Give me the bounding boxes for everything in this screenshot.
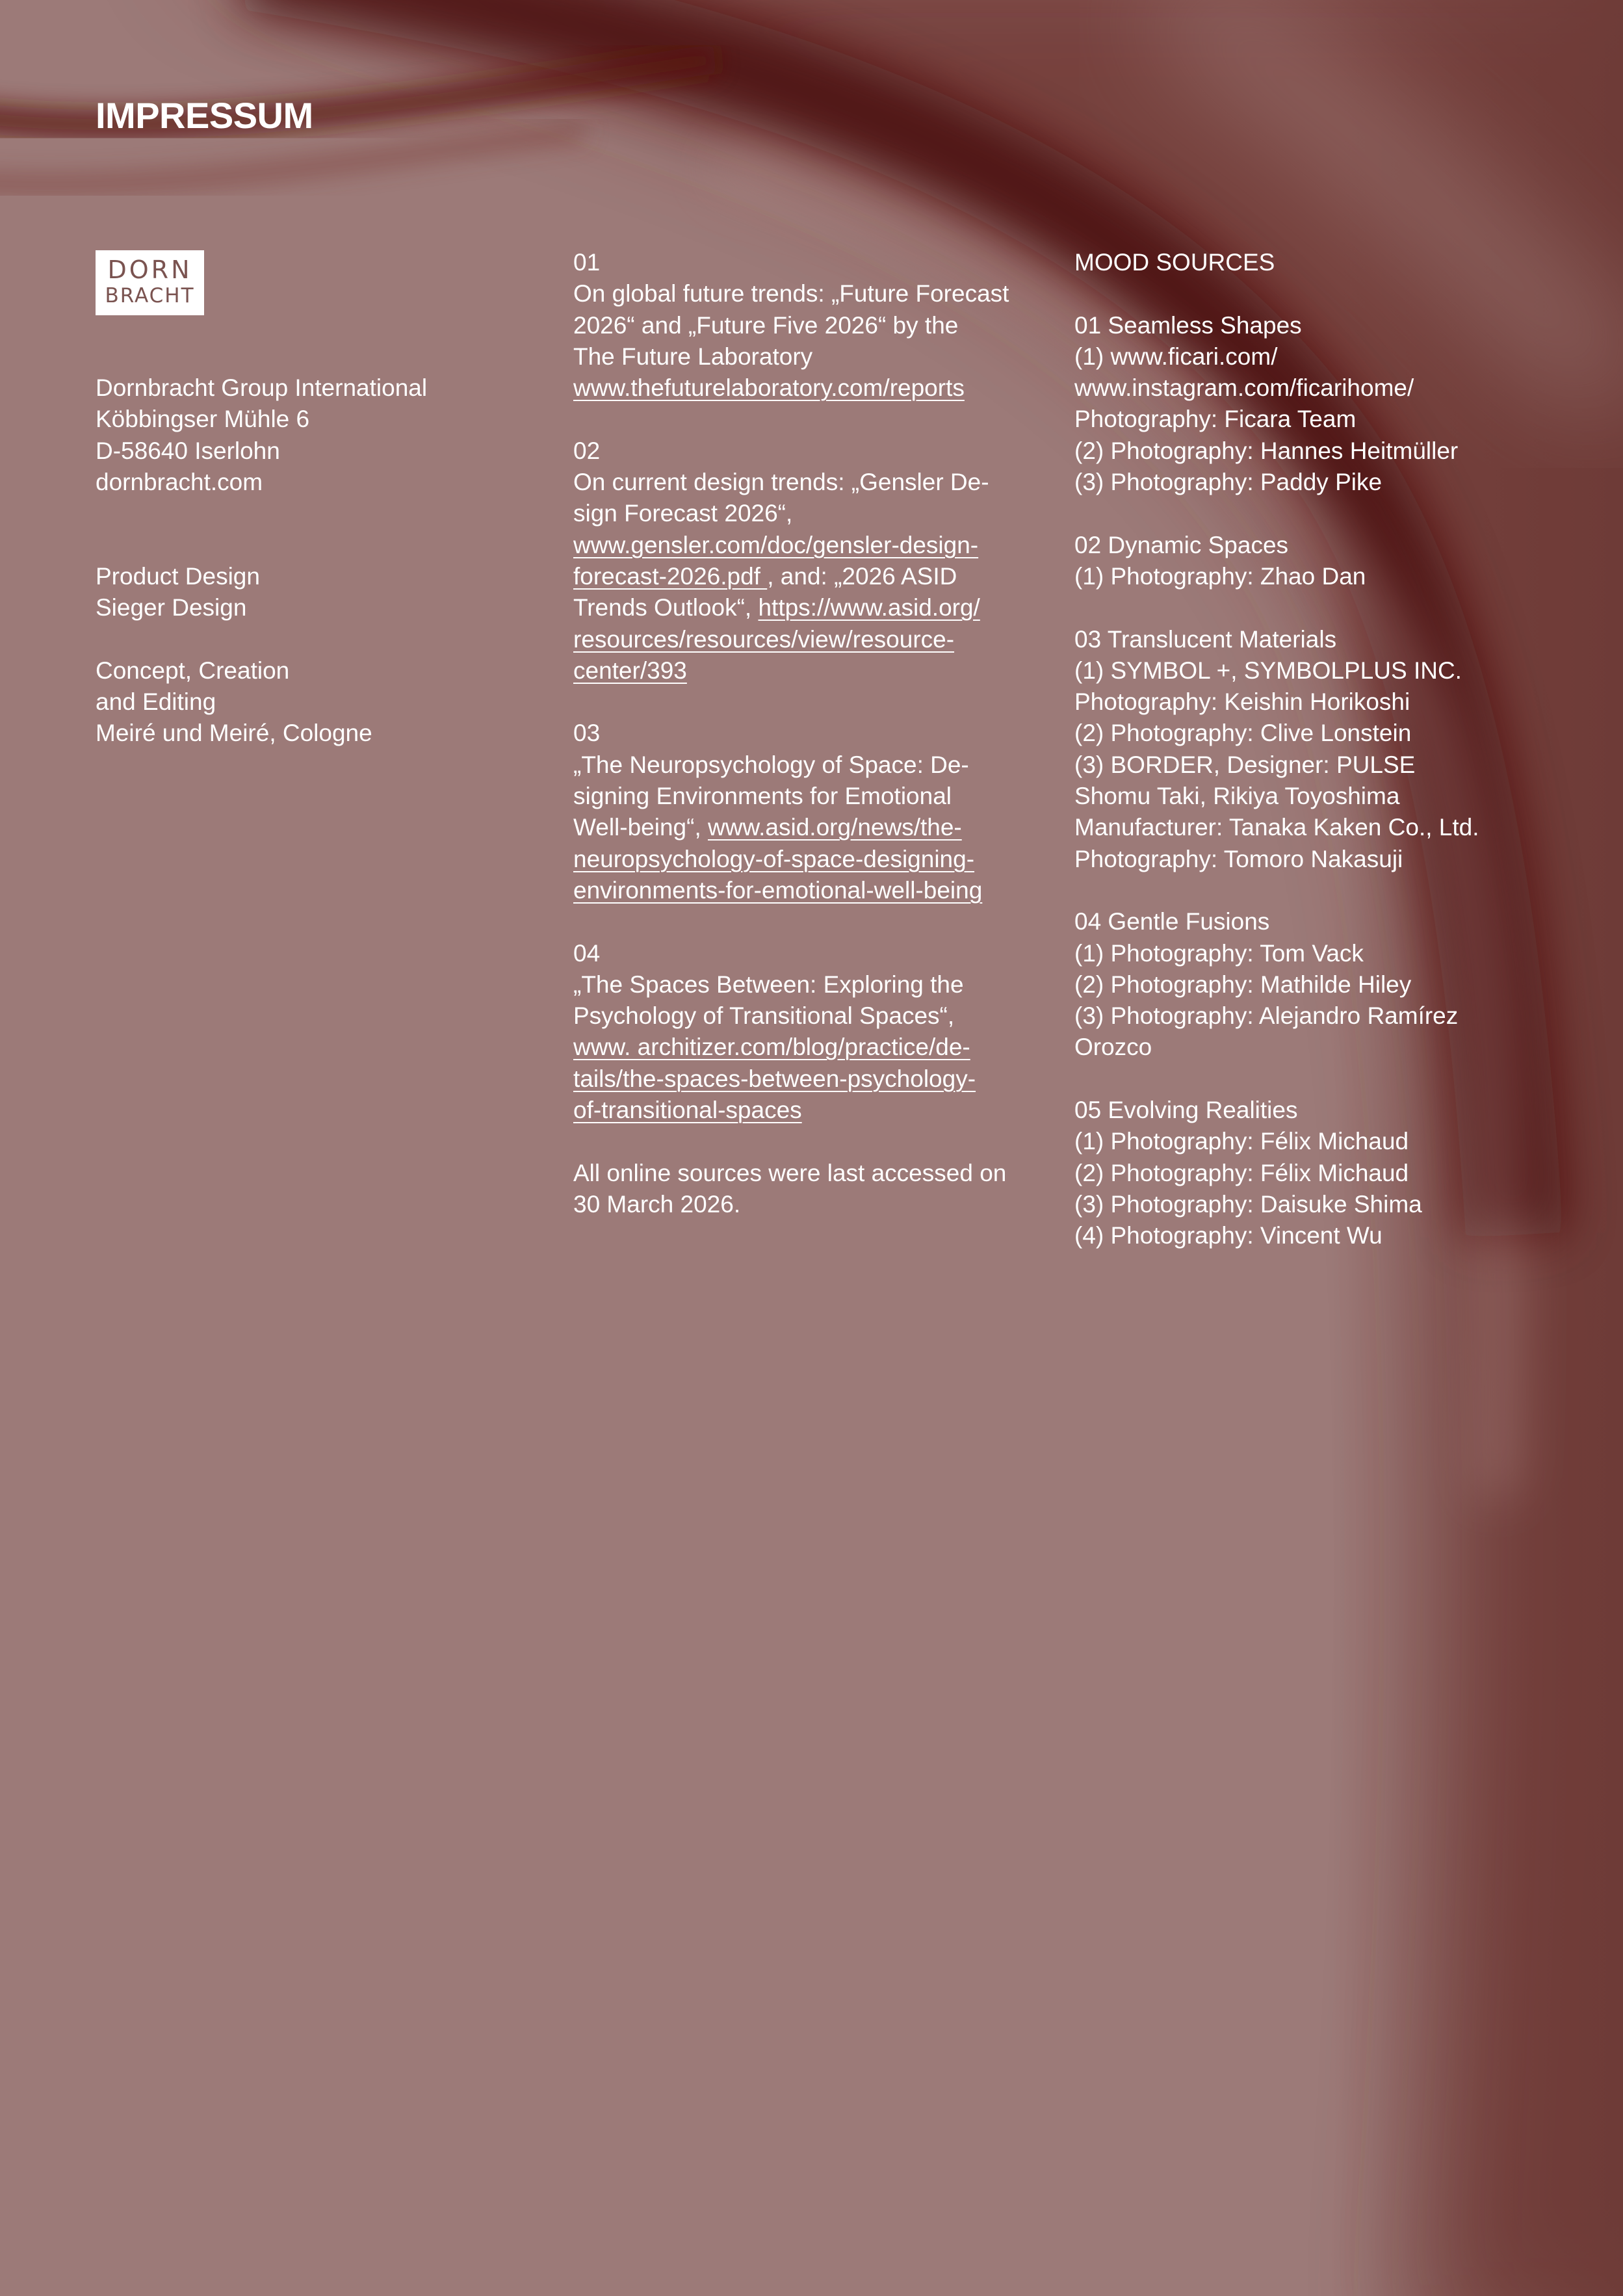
source-03-line: signing Environments for Emotional <box>573 783 952 810</box>
product-design-value: Sieger Design <box>96 594 247 621</box>
source-01-number: 01 <box>573 249 601 276</box>
mood-credit-line: (4) Photography: Vincent Wu <box>1074 1222 1383 1249</box>
concept-label-1: Concept, Creation <box>96 657 290 684</box>
dornbracht-logo <box>96 250 204 315</box>
access-note: 30 March 2026. <box>573 1190 741 1218</box>
mood-group-title: 01 Seamless Shapes <box>1074 311 1302 339</box>
sources-column <box>573 247 1041 1220</box>
mood-credit-line: (1) SYMBOL +, SYMBOLPLUS INC. <box>1074 657 1462 684</box>
company-street: Köbbingser Mühle 6 <box>96 406 310 433</box>
source-01-line: The Future Laboratory <box>573 343 813 370</box>
mood-group-title: 04 Gentle Fusions <box>1074 908 1270 935</box>
mood-credit-line: (3) Photography: Paddy Pike <box>1074 469 1383 496</box>
mood-credit-line: Manufacturer: Tanaka Kaken Co., Ltd. <box>1074 814 1479 841</box>
mood-credit-line: (1) Photography: Tom Vack <box>1074 939 1364 967</box>
mood-credit-line: (1) Photography: Zhao Dan <box>1074 562 1366 590</box>
source-01-link[interactable]: www.thefuturelaboratory.com/reports <box>573 374 965 402</box>
company-column <box>96 372 512 750</box>
source-02-line: sign Forecast 2026“, <box>573 500 793 527</box>
source-02-text: Trends Outlook“, <box>573 594 759 621</box>
source-04-link[interactable]: www. architizer.com/blog/practice/de- <box>573 1034 970 1061</box>
mood-credit-line: Photography: Keishin Horikoshi <box>1074 688 1410 716</box>
source-03-link[interactable]: neuropsychology-of-space-designing- <box>573 845 975 872</box>
company-city: D-58640 Iserlohn <box>96 437 280 464</box>
source-04-line: Psychology of Transitional Spaces“, <box>573 1002 955 1030</box>
source-02-link[interactable]: www.gensler.com/doc/gensler-design- <box>573 531 979 558</box>
mood-credit-line: Photography: Tomoro Nakasuji <box>1074 845 1403 872</box>
concept-value: Meiré und Meiré, Cologne <box>96 720 372 747</box>
product-design-label: Product Design <box>96 562 260 590</box>
logo-line-2: BRACHT <box>105 284 195 307</box>
source-03-text: Well-being“, <box>573 814 708 841</box>
mood-credit-line: (2) Photography: Clive Lonstein <box>1074 720 1412 747</box>
concept-label-2: and Editing <box>96 688 216 715</box>
mood-sources-column <box>1074 247 1568 1252</box>
logo-line-1: DORN <box>107 255 192 284</box>
mood-group-title: 05 Evolving Realities <box>1074 1097 1298 1124</box>
source-02-text: , and: „2026 ASID <box>767 562 957 590</box>
mood-credit-line: (1) Photography: Félix Michaud <box>1074 1128 1409 1155</box>
mood-credit-line: (2) Photography: Félix Michaud <box>1074 1159 1409 1186</box>
mood-sources-heading: MOOD SOURCES <box>1074 249 1275 276</box>
mood-credit-line: (1) www.ficari.com/ <box>1074 343 1278 370</box>
mood-credit-line: (3) Photography: Daisuke Shima <box>1074 1190 1422 1218</box>
source-02-number: 02 <box>573 437 601 464</box>
mood-credit-line: Photography: Ficara Team <box>1074 406 1357 433</box>
source-02-link[interactable]: forecast-2026.pdf <box>573 562 768 590</box>
mood-group-title: 02 Dynamic Spaces <box>1074 531 1289 558</box>
mood-group-title: 03 Translucent Materials <box>1074 625 1337 653</box>
source-02-link[interactable]: center/393 <box>573 657 687 684</box>
source-02-line: On current design trends: „Gensler De- <box>573 469 989 496</box>
mood-credit-line: (3) BORDER, Designer: PULSE <box>1074 751 1416 778</box>
source-01-line: 2026“ and „Future Five 2026“ by the <box>573 311 959 339</box>
access-note: All online sources were last accessed on <box>573 1159 1007 1186</box>
source-03-number: 03 <box>573 720 601 747</box>
mood-credit-line: (2) Photography: Mathilde Hiley <box>1074 971 1412 998</box>
company-name: Dornbracht Group International <box>96 374 428 401</box>
mood-credit-line: (3) Photography: Alejandro Ramírez <box>1074 1002 1459 1030</box>
company-website[interactable]: dornbracht.com <box>96 468 263 495</box>
source-03-link[interactable]: environments-for-emotional-well-being <box>573 876 983 904</box>
mood-credit-line: Orozco <box>1074 1034 1152 1061</box>
source-04-link[interactable]: tails/the-spaces-between-psychology- <box>573 1065 976 1092</box>
mood-credit-line: (2) Photography: Hannes Heitmüller <box>1074 437 1459 464</box>
mood-credit-line: Shomu Taki, Rikiya Toyoshima <box>1074 783 1400 810</box>
source-04-line: „The Spaces Between: Exploring the <box>573 971 964 998</box>
page-title: IMPRESSUM <box>96 95 313 136</box>
source-04-link[interactable]: of-transitional-spaces <box>573 1097 802 1124</box>
source-04-number: 04 <box>573 939 601 967</box>
mood-credit-line: www.instagram.com/ficarihome/ <box>1074 374 1414 402</box>
source-02-link[interactable]: https://www.asid.org/ <box>758 594 980 621</box>
source-03-line: „The Neuropsychology of Space: De- <box>573 751 969 778</box>
source-02-link[interactable]: resources/resources/view/resource- <box>573 625 955 653</box>
source-03-link[interactable]: www.asid.org/news/the- <box>708 814 962 841</box>
source-01-line: On global future trends: „Future Forecast <box>573 280 1009 307</box>
